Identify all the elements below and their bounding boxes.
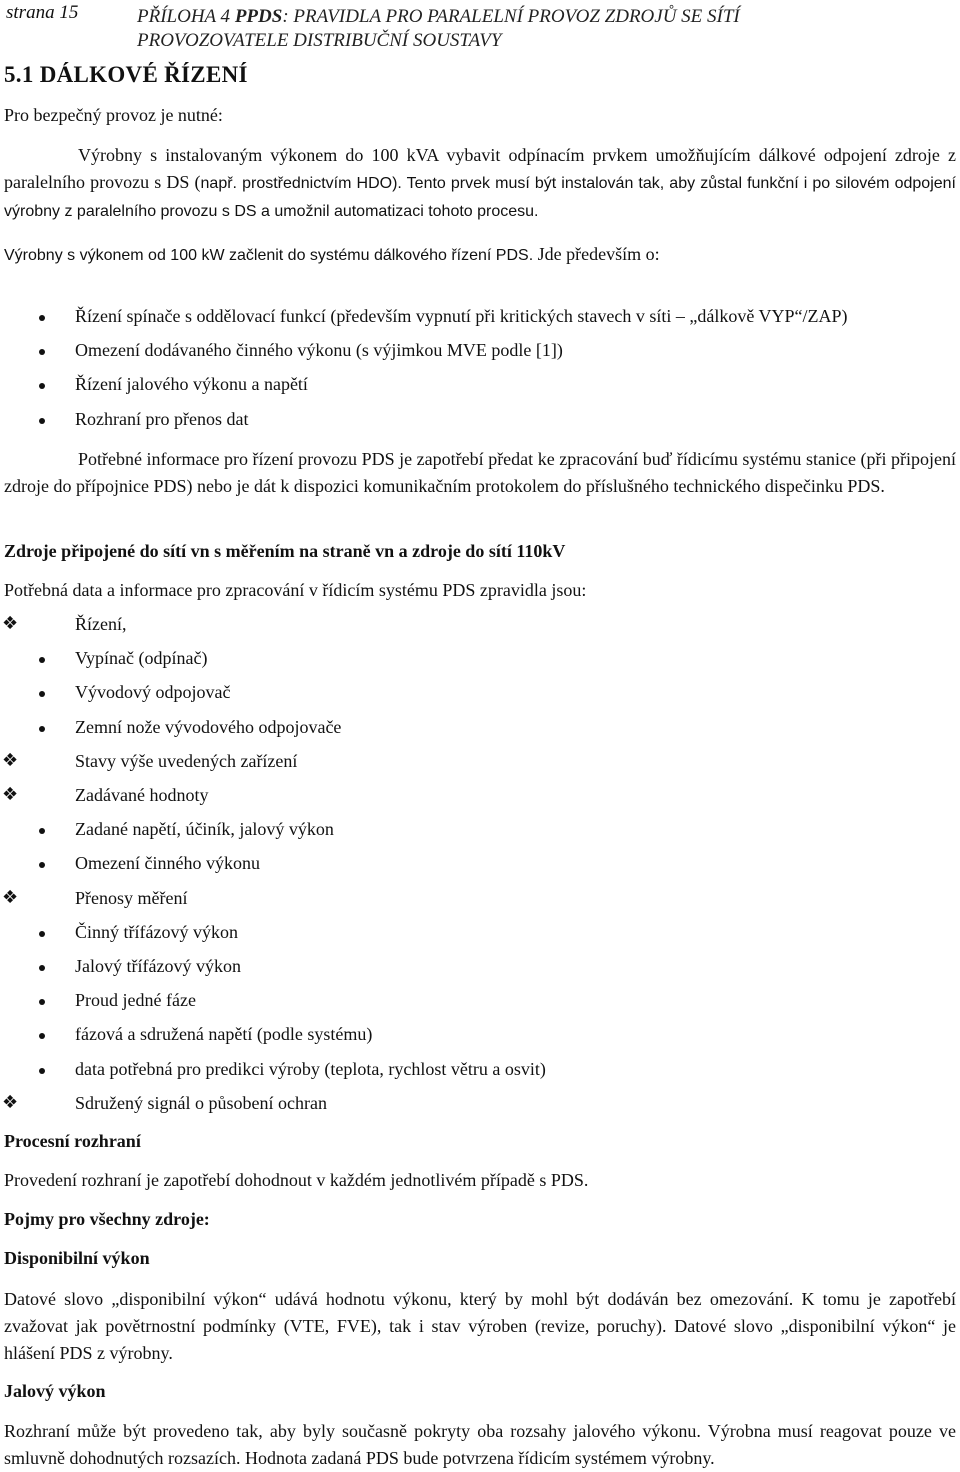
paragraph-4: Potřebná data a informace pro zpracování v řídicím systému PDS zpravidla jsou: <box>4 580 587 600</box>
heading-process-interface: Procesní rozhraní <box>4 1131 141 1151</box>
bullet-dot-icon <box>39 383 45 389</box>
list-item-label: fázová a sdružená napětí (podle systému) <box>75 1024 373 1044</box>
header-prefix: PŘÍLOHA 4 <box>137 6 235 27</box>
list-item-label: Řízení, <box>75 614 127 634</box>
bullet-dot-icon <box>39 931 45 937</box>
paragraph-1-sans: např. prostřednictvím HDO). Tento prvek musí být instalován tak, aby zůstal funkční i po silovém odpojení výrobny z paralelního provozu s DS a umožnil automatizaci tohoto procesu. <box>4 175 956 220</box>
list-item-label: Zadané napětí, účiník, jalový výkon <box>75 819 334 839</box>
subheading-sources: Zdroje připojené do sítí vn s měřením na straně vn a zdroje do sítí 110kV <box>4 541 566 561</box>
list-item-label: Vývodový odpojovač <box>75 682 231 702</box>
bullet-dot-icon <box>39 657 45 663</box>
bullet-dot-icon <box>39 862 45 868</box>
bullet-dot-icon <box>39 999 45 1005</box>
bullet-dot-icon <box>39 349 45 355</box>
paragraph-2-serif: Jde především o: <box>533 244 660 264</box>
diamond-bullet-icon: ❖ <box>2 1092 19 1113</box>
paragraph-7: Rozhraní může být provedeno tak, aby byly současně pokryty oba rozsahy jalového výkonu. Výrobna musí reagovat pouze ve smluvně dohodnutých rozsazích. Hodnota zadaná PDS bude potvrzena řídicím systémem výrobny. <box>4 1421 956 1468</box>
list-item-label: Proud jedné fáze <box>75 990 196 1010</box>
heading-available-power: Disponibilní výkon <box>4 1248 150 1268</box>
paragraph-3: Potřebné informace pro řízení provozu PDS je zapotřebí předat ke zpracování buď řídicímu systému stanice (při připojení zdroje do přípojnice PDS) nebo je dát k dispozici komunikačním protokolem do příslušného technického dispečinku PDS. <box>4 449 956 496</box>
header-line-1 <box>137 5 740 29</box>
list-item-label: Stavy výše uvedených zařízení <box>75 751 298 771</box>
bullet-dot-icon <box>39 691 45 697</box>
paragraph-6: Datové slovo „disponibilní výkon“ udává hodnotu výkonu, který by mohl být dodáván bez omezování. K tomu je zapotřebí zvažovat jak povětrnostní podmínky (VTE, FVE), tak i stav výroben (revize, poruchy). Datové slovo „disponibilní výkon“ je hlášení PDS z výrobny. <box>4 1289 956 1363</box>
list-item-label: Zadávané hodnoty <box>75 785 209 805</box>
list-item-label: Činný třífázový výkon <box>75 922 238 942</box>
diamond-bullet-icon: ❖ <box>2 613 19 634</box>
paragraph-5: Provedení rozhraní je zapotřebí dohodnout v každém jednotlivém případě s PDS. <box>4 1170 589 1190</box>
page-number: strana 15 <box>6 2 79 23</box>
list-item-label: Jalový třífázový výkon <box>75 956 241 976</box>
list-item-label: data potřebná pro predikci výroby (teplota, rychlost větru a osvit) <box>75 1059 546 1079</box>
diamond-bullet-icon: ❖ <box>2 750 19 771</box>
header-rest: : PRAVIDLA PRO PARALELNÍ PROVOZ ZDROJŮ SE SÍTÍ <box>282 6 740 27</box>
bullet-dot-icon <box>39 726 45 732</box>
diamond-bullet-icon: ❖ <box>2 887 19 908</box>
bullet-dot-icon <box>39 828 45 834</box>
diamond-bullet-icon: ❖ <box>2 784 19 805</box>
header-bold: PPDS <box>234 6 283 27</box>
paragraph-1 <box>4 142 956 225</box>
paragraph-1-serif: Výrobny s instalovaným výkonem do 100 kVA vybavit odpínacím prvkem umožňujícím dálkové odpojení zdroje z paralelního provozu s DS ( <box>4 145 956 192</box>
list-item-label: Zemní nože vývodového odpojovače <box>75 717 342 737</box>
list-item-label: Sdružený signál o působení ochran <box>75 1093 327 1113</box>
heading-terms: Pojmy pro všechny zdroje: <box>4 1209 210 1229</box>
heading-reactive-power: Jalový výkon <box>4 1381 106 1401</box>
bullet-dot-icon <box>39 1033 45 1039</box>
section-title: 5.1 DÁLKOVÉ ŘÍZENÍ <box>4 62 248 87</box>
intro-text: Pro bezpečný provoz je nutné: <box>4 105 223 125</box>
bullet-dot-icon <box>39 965 45 971</box>
header-line-2: PROVOZOVATELE DISTRIBUČNÍ SOUSTAVY <box>137 30 502 51</box>
bullet-dot-icon <box>39 315 45 321</box>
paragraph-2 <box>4 244 660 265</box>
list-item-label: Přenosy měření <box>75 888 188 908</box>
list-item-label: Vypínač (odpínač) <box>75 648 208 668</box>
bullet-dot-icon <box>39 418 45 424</box>
list-item-label: Omezení činného výkonu <box>75 853 260 873</box>
paragraph-2-sans: Výrobny s výkonem od 100 kW začlenit do systému dálkového řízení PDS. <box>4 247 534 264</box>
bullet-dot-icon <box>39 1068 45 1074</box>
document-header <box>137 5 740 53</box>
